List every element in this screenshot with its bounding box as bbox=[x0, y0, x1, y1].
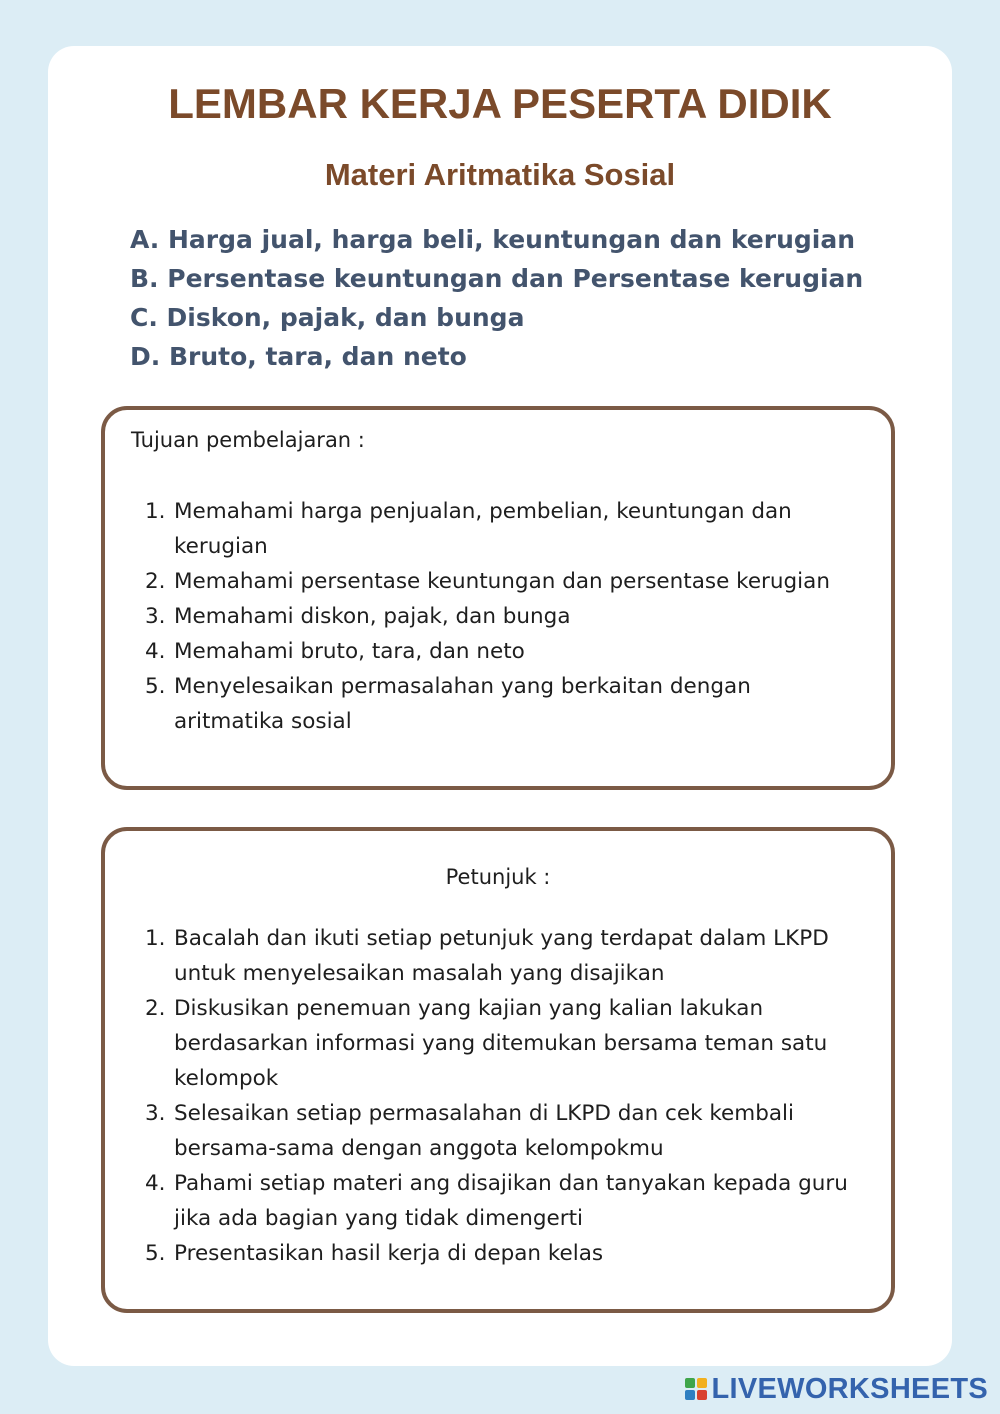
objective-number: 2. bbox=[145, 569, 166, 594]
instruction-text: Diskusikan penemuan yang kajian yang kalian lakukan berdasarkan informasi yang ditemukan bersama teman satu kelompok bbox=[174, 996, 828, 1091]
objective-number: 3. bbox=[145, 604, 166, 629]
topic-item: C. Diskon, pajak, dan bunga bbox=[130, 303, 525, 332]
logo-square bbox=[685, 1390, 695, 1400]
logo-square bbox=[697, 1390, 707, 1400]
liveworksheets-logo-icon bbox=[685, 1378, 707, 1400]
brand-text: LIVEWORKSHEETS bbox=[711, 1372, 988, 1405]
instruction-text: Pahami setiap materi ang disajikan dan tanyakan kepada guru jika ada bagian yang tidak dimengerti bbox=[174, 1171, 848, 1231]
instruction-item bbox=[145, 1096, 855, 1166]
instruction-item bbox=[145, 1166, 855, 1236]
topic-item: A. Harga jual, harga beli, keuntungan dan kerugian bbox=[130, 225, 856, 254]
instruction-number: 5. bbox=[145, 1241, 166, 1266]
objectives-heading: Tujuan pembelajaran : bbox=[131, 428, 365, 452]
objective-text: Menyelesaikan permasalahan yang berkaitan dengan aritmatika sosial bbox=[174, 674, 751, 734]
objective-text: Memahami harga penjualan, pembelian, keuntungan dan kerugian bbox=[174, 499, 792, 559]
instruction-text: Selesaikan setiap permasalahan di LKPD dan cek kembali bersama-sama dengan anggota kelompokmu bbox=[174, 1101, 794, 1161]
objective-text: Memahami bruto, tara, dan neto bbox=[174, 639, 525, 664]
liveworksheets-brand-link[interactable] bbox=[685, 1372, 989, 1406]
objective-item bbox=[145, 669, 855, 739]
instructions-box bbox=[101, 827, 895, 1313]
instruction-item bbox=[145, 991, 855, 1096]
objective-item bbox=[145, 494, 855, 564]
objective-number: 5. bbox=[145, 674, 166, 699]
instruction-number: 3. bbox=[145, 1101, 166, 1126]
instructions-list bbox=[145, 921, 855, 1271]
logo-square bbox=[697, 1378, 707, 1388]
objective-text: Memahami diskon, pajak, dan bunga bbox=[174, 604, 571, 629]
topic-item: B. Persentase keuntungan dan Persentase kerugian bbox=[130, 264, 864, 293]
page-subtitle: Materi Aritmatika Sosial bbox=[324, 157, 676, 192]
instructions-heading: Petunjuk : bbox=[445, 865, 551, 889]
objective-number: 1. bbox=[145, 499, 166, 524]
learning-objectives-box bbox=[101, 406, 895, 790]
objective-item bbox=[145, 599, 855, 634]
objective-number: 4. bbox=[145, 639, 166, 664]
instruction-number: 1. bbox=[145, 926, 166, 951]
instruction-item bbox=[145, 921, 855, 991]
topic-list bbox=[130, 220, 863, 376]
instruction-text: Presentasikan hasil kerja di depan kelas bbox=[174, 1241, 604, 1266]
logo-square bbox=[685, 1378, 695, 1388]
objectives-list bbox=[145, 494, 855, 739]
objective-item bbox=[145, 564, 855, 599]
instruction-item bbox=[145, 1236, 855, 1271]
instruction-number: 4. bbox=[145, 1171, 166, 1196]
objective-item bbox=[145, 634, 855, 669]
page-title: LEMBAR KERJA PESERTA DIDIK bbox=[168, 80, 832, 127]
instruction-text: Bacalah dan ikuti setiap petunjuk yang terdapat dalam LKPD untuk menyelesaikan masalah yang disajikan bbox=[174, 926, 829, 986]
topic-item: D. Bruto, tara, dan neto bbox=[130, 342, 467, 371]
objective-text: Memahami persentase keuntungan dan persentase kerugian bbox=[174, 569, 830, 594]
instruction-number: 2. bbox=[145, 996, 166, 1021]
